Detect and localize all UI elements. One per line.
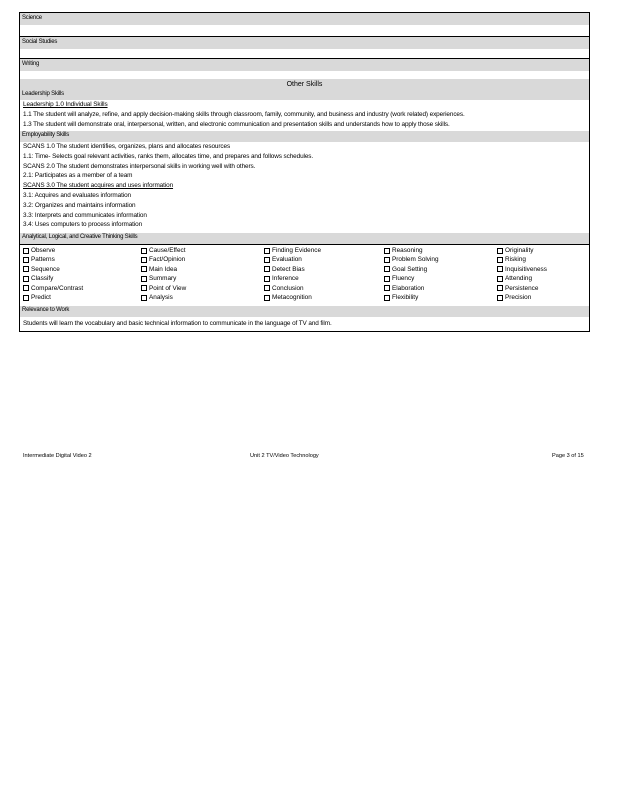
checkbox-icon[interactable] xyxy=(384,276,390,282)
skill-checkbox-label: Sequence xyxy=(31,265,60,273)
skill-checkbox[interactable] xyxy=(497,247,533,254)
relevance-label: Relevance to Work xyxy=(22,307,70,313)
skill-checkbox-label: Inquisitiveness xyxy=(505,265,547,273)
checkbox-icon[interactable] xyxy=(264,276,270,282)
checkbox-icon[interactable] xyxy=(23,285,29,291)
employability-item: 3.1: Acquires and evaluates information xyxy=(23,192,132,199)
skill-checkbox[interactable] xyxy=(23,285,83,292)
skill-checkbox[interactable] xyxy=(384,275,414,282)
employability-item: 2.1: Participates as a member of a team xyxy=(23,172,133,180)
employability-skills-label: Employability Skills xyxy=(22,132,70,138)
skill-checkbox-label: Precision xyxy=(505,294,532,301)
skill-checkbox-label: Elaboration xyxy=(392,284,425,292)
employability-item: 3.3: Interprets and communicates information xyxy=(23,211,147,219)
skill-checkbox-label: Main Idea xyxy=(149,265,178,273)
checkbox-icon[interactable] xyxy=(141,248,147,254)
checkbox-icon[interactable] xyxy=(264,248,270,254)
checkbox-icon[interactable] xyxy=(384,285,390,291)
relevance-band xyxy=(20,306,589,317)
employability-item: 1.1: Time- Selects goal relevant activities, ranks them, allocates time, and prepares and follows schedules. xyxy=(23,152,314,160)
employability-item: 3.4: Uses computers to process information xyxy=(23,221,143,229)
skill-checkbox[interactable] xyxy=(497,256,526,263)
skill-checkbox[interactable] xyxy=(23,247,55,254)
writing-band xyxy=(20,59,589,71)
skill-checkbox-label: Goal Setting xyxy=(392,265,428,273)
skill-checkbox-label: Compare/Contrast xyxy=(31,284,84,292)
skill-checkbox[interactable] xyxy=(23,266,60,273)
skill-checkbox-label: Fact/Opinion xyxy=(149,256,186,264)
checkbox-icon[interactable] xyxy=(384,266,390,272)
skill-checkbox[interactable] xyxy=(384,266,427,273)
checkbox-icon[interactable] xyxy=(497,295,503,301)
checkbox-icon[interactable] xyxy=(141,276,147,282)
skill-checkbox[interactable] xyxy=(497,285,538,292)
checkbox-icon[interactable] xyxy=(141,285,147,291)
skill-checkbox[interactable] xyxy=(497,294,531,301)
skill-checkbox-label: Reasoning xyxy=(392,247,423,254)
checkbox-icon[interactable] xyxy=(141,295,147,301)
skill-checkbox[interactable] xyxy=(264,275,299,282)
checkbox-icon[interactable] xyxy=(23,295,29,301)
checkbox-icon[interactable] xyxy=(264,257,270,263)
employability-item: SCANS 2.0 The student demonstrates interpersonal skills in working well with others. xyxy=(23,162,256,170)
checkbox-icon[interactable] xyxy=(23,248,29,254)
social-studies-band xyxy=(20,37,589,49)
footer-page-number: Page 3 of 15 xyxy=(552,453,584,459)
skill-checkbox-label: Originality xyxy=(505,247,534,254)
employability-item: SCANS 1.0 The student identifies, organizes, plans and allocates resources xyxy=(23,143,231,150)
checkbox-icon[interactable] xyxy=(384,248,390,254)
skill-checkbox[interactable] xyxy=(497,275,532,282)
checkbox-icon[interactable] xyxy=(141,257,147,263)
checkbox-icon[interactable] xyxy=(497,257,503,263)
skill-checkbox-label: Summary xyxy=(149,275,177,283)
employability-item: 3.2: Organizes and maintains information xyxy=(23,201,136,209)
social-studies-label: Social Studies xyxy=(22,39,58,45)
skill-checkbox[interactable] xyxy=(141,285,186,292)
leadership-skills-label: Leadership Skills xyxy=(22,91,64,97)
leadership-heading: Leadership 1.0 Individual Skills xyxy=(23,101,108,108)
skill-checkbox[interactable] xyxy=(264,247,321,254)
skill-checkbox[interactable] xyxy=(141,294,173,301)
skill-checkbox-label: Finding Evidence xyxy=(272,247,322,254)
standards-table xyxy=(19,12,590,332)
skill-checkbox-label: Evaluation xyxy=(272,256,302,264)
checkbox-icon[interactable] xyxy=(264,285,270,291)
skill-checkbox[interactable] xyxy=(141,266,177,273)
skill-checkbox-label: Observe xyxy=(31,247,56,254)
checkbox-icon[interactable] xyxy=(23,276,29,282)
skill-checkbox[interactable] xyxy=(264,266,305,273)
other-skills-band xyxy=(20,79,589,100)
leadership-item: 1.3 The student will demonstrate oral, interpersonal, written, and electronic communication and presentation skills and understands how to apply those skills. xyxy=(23,121,450,128)
skill-checkbox[interactable] xyxy=(264,294,312,301)
skill-checkbox[interactable] xyxy=(23,256,55,263)
skill-checkbox[interactable] xyxy=(141,275,176,282)
leadership-item: 1.1 The student will analyze, refine, and apply decision-making skills through classroom, family, community, and business and industry (work related) experiences. xyxy=(23,111,465,118)
skill-checkbox[interactable] xyxy=(264,285,304,292)
analytical-skills-label: Analytical, Logical, and Creative Thinking Skills xyxy=(22,234,138,240)
skill-checkbox-label: Analysis xyxy=(149,294,173,301)
checkbox-icon[interactable] xyxy=(384,257,390,263)
skill-checkbox-label: Cause/Effect xyxy=(149,247,186,254)
skill-checkbox[interactable] xyxy=(497,266,547,273)
footer-unit: Unit 2 TV/Video Technology xyxy=(250,453,319,459)
skill-checkbox[interactable] xyxy=(23,294,51,301)
skill-checkbox-label: Fluency xyxy=(392,275,415,283)
checkbox-icon[interactable] xyxy=(497,276,503,282)
skill-checkbox-label: Classify xyxy=(31,275,54,283)
skill-checkbox[interactable] xyxy=(141,256,185,263)
skill-checkbox-label: Attending xyxy=(505,275,533,283)
checkbox-icon[interactable] xyxy=(264,295,270,301)
checkbox-icon[interactable] xyxy=(23,257,29,263)
skill-checkbox[interactable] xyxy=(384,294,418,301)
checkbox-icon[interactable] xyxy=(497,285,503,291)
skill-checkbox-label: Persistence xyxy=(505,284,539,292)
skill-checkbox-label: Conclusion xyxy=(272,284,304,292)
writing-label: Writing xyxy=(22,61,40,67)
skill-checkbox-label: Metacognition xyxy=(272,294,312,301)
skill-checkbox[interactable] xyxy=(141,247,185,254)
skill-checkbox[interactable] xyxy=(264,256,302,263)
checkbox-icon[interactable] xyxy=(497,248,503,254)
employability-band xyxy=(20,131,589,142)
skill-checkbox[interactable] xyxy=(384,256,439,263)
relevance-text: Students will learn the vocabulary and basic technical information to communicate in the language of TV and film. xyxy=(23,320,332,327)
checkbox-icon[interactable] xyxy=(264,266,270,272)
checkbox-icon[interactable] xyxy=(497,266,503,272)
checkbox-icon[interactable] xyxy=(384,295,390,301)
footer-course: Intermediate Digital Video 2 xyxy=(23,453,92,459)
other-skills-title: Other Skills xyxy=(286,81,323,88)
science-band xyxy=(20,13,589,25)
skill-checkbox-label: Problem Solving xyxy=(392,256,439,264)
analytical-band xyxy=(20,233,589,244)
checkbox-icon[interactable] xyxy=(23,266,29,272)
science-label: Science xyxy=(22,15,42,21)
skill-checkbox-label: Point of View xyxy=(149,284,187,292)
skill-checkbox[interactable] xyxy=(23,275,53,282)
skill-checkbox-label: Detect Bias xyxy=(272,265,305,273)
checkbox-icon[interactable] xyxy=(141,266,147,272)
skill-checkbox-label: Predict xyxy=(31,294,51,301)
skill-checkbox[interactable] xyxy=(384,285,424,292)
divider xyxy=(20,244,589,245)
skill-checkbox[interactable] xyxy=(384,247,423,254)
skill-checkbox-label: Inference xyxy=(272,275,299,283)
skill-checkbox-label: Flexibility xyxy=(392,294,419,301)
skill-checkbox-label: Risking xyxy=(505,256,526,264)
skill-checkbox-label: Patterns xyxy=(31,256,55,264)
employability-item: SCANS 3.0 The student acquires and uses information xyxy=(23,182,174,190)
